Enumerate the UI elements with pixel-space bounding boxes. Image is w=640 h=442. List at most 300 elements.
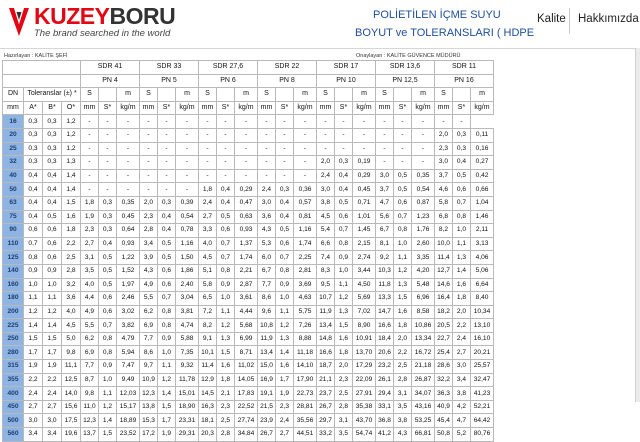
table-cell: 19,1: [258, 387, 276, 401]
table-cell: 1,1: [24, 292, 43, 306]
kgm-unit: kg/m: [294, 101, 317, 115]
table-cell: 8,1: [376, 237, 394, 251]
table-cell: 4,74: [176, 319, 199, 333]
table-cell: 29,31: [176, 428, 199, 442]
table-cell: 5,2: [453, 428, 471, 442]
table-cell: -: [217, 142, 235, 156]
table-cell: 34,84: [235, 428, 258, 442]
table-cell: 0,6: [24, 224, 43, 238]
s-star-header: S*: [158, 101, 176, 115]
m-header: m: [176, 88, 199, 102]
table-cell: 2,7: [43, 400, 62, 414]
table-row: [3, 305, 494, 319]
table-cell: -: [317, 142, 335, 156]
table-cell: 12,5: [62, 373, 81, 387]
table-cell: 20,21: [471, 346, 494, 360]
tolerance-col-header: O*: [62, 101, 81, 115]
table-cell: 2,3: [276, 400, 294, 414]
table-cell: -: [235, 169, 258, 183]
table-cell: 66,81: [412, 428, 435, 442]
table-cell: 0,7: [99, 319, 117, 333]
table-cell: 0,5: [217, 210, 235, 224]
table-cell: -: [453, 115, 471, 129]
s-header: S: [317, 88, 335, 102]
table-cell: 0,93: [235, 224, 258, 238]
table-cell: 0,9: [217, 278, 235, 292]
dn-value: 110: [3, 237, 24, 251]
table-cell: 2,87: [235, 278, 258, 292]
table-cell: 4,2: [453, 400, 471, 414]
table-cell: 15,17: [117, 400, 140, 414]
table-cell: 5,1: [199, 264, 217, 278]
table-cell: 0,54: [176, 210, 199, 224]
table-cell: -: [235, 142, 258, 156]
table-cell: -: [199, 156, 217, 170]
table-cell: 8,3: [317, 264, 335, 278]
table-cell: 1,2: [394, 264, 412, 278]
table-cell: 2,4: [317, 169, 335, 183]
table-cell: 5,88: [176, 332, 199, 346]
table-cell: -: [81, 115, 99, 129]
table-cell: 2,2: [62, 237, 81, 251]
s-header: S: [199, 88, 217, 102]
table-cell: 0,63: [235, 210, 258, 224]
table-cell: 8,71: [235, 346, 258, 360]
s-star-header: S*: [99, 101, 117, 115]
table-cell: 29,4: [376, 387, 394, 401]
table-cell: 3,5: [335, 428, 353, 442]
dn-value: 200: [3, 305, 24, 319]
table-cell: 1,6: [62, 210, 81, 224]
table-cell: 21,5: [258, 400, 276, 414]
table-cell: 64,42: [471, 414, 494, 428]
kuzeyboru-logo-icon: [6, 6, 32, 43]
table-cell: 1,4: [62, 169, 81, 183]
dn-value: 32: [3, 156, 24, 170]
table-cell: 1,5: [43, 332, 62, 346]
table-cell: 4,7: [453, 414, 471, 428]
table-cell: 3,4: [43, 428, 62, 442]
table-cell: 0,81: [294, 210, 317, 224]
sdr-header: SDR 11: [435, 61, 494, 75]
table-cell: 28,81: [294, 400, 317, 414]
table-cell: 0,5: [394, 169, 412, 183]
table-cell: 5,75: [294, 305, 317, 319]
table-cell: 1,1: [394, 251, 412, 265]
s-header: S: [376, 88, 394, 102]
table-cell: 25,4: [435, 346, 453, 360]
table-row: [3, 400, 494, 414]
table-cell: -: [335, 142, 353, 156]
table-cell: 2,74: [353, 251, 376, 265]
table-cell: 3,02: [117, 305, 140, 319]
table-cell: 3,7: [376, 183, 394, 197]
table-cell: 1,4: [43, 319, 62, 333]
table-cell: -: [176, 156, 199, 170]
mm-unit: mm: [199, 101, 217, 115]
table-cell: 3,2: [62, 278, 81, 292]
table-cell: 0,54: [412, 183, 435, 197]
table-row: [3, 142, 494, 156]
table-cell: -: [335, 128, 353, 142]
table-cell: 0,71: [353, 196, 376, 210]
table-cell: 3,44: [353, 264, 376, 278]
table-cell: 0,19: [353, 156, 376, 170]
table-cell: 0,39: [176, 196, 199, 210]
table-cell: 12,3: [81, 414, 99, 428]
table-cell: 13,70: [353, 346, 376, 360]
table-row: [3, 292, 494, 306]
table-cell: 0,9: [158, 332, 176, 346]
table-cell: 1,5: [62, 196, 81, 210]
table-cell: 1,9: [81, 210, 99, 224]
table-cell: -: [99, 115, 117, 129]
table-cell: 3,0: [317, 183, 335, 197]
table-cell: 16,6: [376, 319, 394, 333]
table-cell: 0,11: [471, 128, 494, 142]
table-cell: -: [117, 156, 140, 170]
nav-link-kalite[interactable]: Kalite: [537, 13, 566, 25]
table-cell: 3,9: [140, 251, 158, 265]
table-cell: 5,6: [376, 210, 394, 224]
table-cell: 2,0: [394, 332, 412, 346]
table-cell: 0,4: [158, 224, 176, 238]
table-cell: 0,5: [158, 251, 176, 265]
top-navigation-bar: [0, 0, 640, 49]
table-cell: -: [99, 128, 117, 142]
table-cell: 1,9: [43, 360, 62, 374]
table-row: [3, 196, 494, 210]
table-cell: 1,4: [99, 414, 117, 428]
table-cell: 3,13: [471, 237, 494, 251]
table-cell: -: [376, 142, 394, 156]
table-cell: 5,4: [317, 224, 335, 238]
table-cell: 4,3: [394, 428, 412, 442]
table-cell: 1,76: [412, 224, 435, 238]
table-cell: 1,1: [217, 305, 235, 319]
table-cell: 6,64: [471, 278, 494, 292]
dn-value: 90: [3, 224, 24, 238]
dn-value: 75: [3, 210, 24, 224]
unit-header-row: [3, 101, 494, 115]
table-cell: 2,4: [43, 387, 62, 401]
table-cell: 1,7: [158, 414, 176, 428]
table-cell: 35,56: [294, 414, 317, 428]
table-cell: 1,5: [394, 292, 412, 306]
table-cell: -: [394, 128, 412, 142]
table-cell: -: [217, 156, 235, 170]
empty-header-cell: [394, 88, 412, 102]
s-star-header: S*: [217, 101, 235, 115]
table-cell: 1,6: [217, 360, 235, 374]
dn-value: 560: [3, 428, 24, 442]
table-cell: 22,73: [294, 387, 317, 401]
table-cell: 14,8: [317, 332, 335, 346]
table-cell: 6,8: [435, 210, 453, 224]
table-cell: -: [81, 128, 99, 142]
table-row: [3, 373, 494, 387]
table-cell: -: [99, 169, 117, 183]
table-cell: 2,1: [217, 387, 235, 401]
table-cell: 0,8: [217, 264, 235, 278]
table-cell: 4,63: [294, 292, 317, 306]
table-cell: 15,01: [176, 387, 199, 401]
table-cell: 1,8: [81, 196, 99, 210]
table-cell: 0,4: [276, 196, 294, 210]
pn-header: PN 8: [258, 74, 317, 88]
table-cell: 0,6: [43, 237, 62, 251]
table-cell: 3,69: [294, 278, 317, 292]
table-cell: 2,11: [471, 224, 494, 238]
table-cell: 16,72: [412, 346, 435, 360]
table-cell: 1,86: [176, 264, 199, 278]
table-cell: 1,2: [62, 115, 81, 129]
table-cell: 0,9: [99, 360, 117, 374]
kgm-unit: kg/m: [471, 101, 494, 115]
table-cell: 2,0: [140, 196, 158, 210]
table-cell: 11,4: [199, 360, 217, 374]
table-cell: 0,7: [217, 237, 235, 251]
table-cell: 12,9: [199, 373, 217, 387]
table-cell: 1,0: [217, 292, 235, 306]
table-cell: 8,40: [471, 292, 494, 306]
table-cell: 0,8: [335, 237, 353, 251]
table-cell: -: [258, 128, 276, 142]
table-cell: 4,44: [235, 305, 258, 319]
table-cell: 11,8: [376, 278, 394, 292]
table-cell: 27,91: [353, 387, 376, 401]
table-cell: 2,4: [276, 414, 294, 428]
table-cell: 10,86: [412, 319, 435, 333]
table-cell: 1,50: [176, 251, 199, 265]
table-row: [3, 278, 494, 292]
table-cell: 0,16: [471, 142, 494, 156]
m-header: m: [235, 88, 258, 102]
table-cell: 0,3: [99, 196, 117, 210]
table-cell: 1,8: [62, 224, 81, 238]
table-cell: -: [199, 115, 217, 129]
s-star-header: S*: [276, 101, 294, 115]
table-row: [3, 264, 494, 278]
table-cell: 43,70: [353, 414, 376, 428]
table-cell: 4,6: [435, 183, 453, 197]
kgm-unit: kg/m: [412, 101, 435, 115]
table-cell: 6,0: [258, 251, 276, 265]
table-cell: -: [258, 115, 276, 129]
brand-name[interactable]: KUZEYBORU: [34, 3, 176, 29]
table-cell: 10,1: [199, 346, 217, 360]
table-row: [3, 156, 494, 170]
dn-value: 125: [3, 251, 24, 265]
table-cell: 14,05: [235, 373, 258, 387]
table-cell: 6,7: [376, 224, 394, 238]
table-cell: 1,0: [453, 224, 471, 238]
table-cell: 3,8: [453, 387, 471, 401]
table-cell: 2,40: [176, 278, 199, 292]
table-cell: 6,96: [412, 292, 435, 306]
pn-header: PN 6: [199, 74, 258, 88]
nav-link-hakkimizda[interactable]: Hakkımızda: [578, 13, 639, 25]
table-cell: 15,3: [140, 414, 158, 428]
mm-unit: mm: [435, 101, 453, 115]
table-cell: 2,8: [62, 264, 81, 278]
table-cell: 50,8: [435, 428, 453, 442]
table-cell: 1,3: [62, 156, 81, 170]
table-cell: 10,0: [435, 237, 453, 251]
empty-header-cell: [335, 88, 353, 102]
table-cell: 29,7: [317, 414, 335, 428]
table-cell: 1,2: [62, 128, 81, 142]
table-cell: 0,36: [294, 183, 317, 197]
table-cell: 1,1: [99, 387, 117, 401]
table-cell: 13,4: [317, 319, 335, 333]
table-cell: 0,6: [99, 292, 117, 306]
table-cell: -: [99, 142, 117, 156]
table-cell: -: [176, 183, 199, 197]
table-cell: 0,4: [43, 183, 62, 197]
table-cell: 7,26: [294, 319, 317, 333]
empty-header-cell: [276, 88, 294, 102]
table-cell: 1,5: [158, 400, 176, 414]
table-cell: 23,7: [317, 387, 335, 401]
table-row: [3, 414, 494, 428]
table-cell: 1,74: [294, 237, 317, 251]
table-cell: 5,8: [435, 196, 453, 210]
s-star-header: S*: [335, 101, 353, 115]
column-header-row: [3, 88, 494, 102]
table-cell: 0,27: [471, 156, 494, 170]
table-cell: 16,6: [317, 346, 335, 360]
s-header: S: [258, 88, 276, 102]
table-cell: 3,1: [335, 414, 353, 428]
table-cell: 11,1: [62, 360, 81, 374]
table-cell: 34,07: [412, 387, 435, 401]
table-cell: 0,9: [276, 278, 294, 292]
table-cell: 1,97: [117, 278, 140, 292]
table-cell: 11,9: [317, 305, 335, 319]
table-cell: 44,51: [294, 428, 317, 442]
table-cell: 2,0: [435, 128, 453, 142]
table-cell: 8,58: [412, 305, 435, 319]
table-cell: 0,3: [276, 183, 294, 197]
tolerance-header: Toleranslar (±) *: [24, 88, 81, 102]
vertical-scrollbar[interactable]: [635, 48, 640, 402]
table-cell: 1,01: [353, 210, 376, 224]
pn-header: PN 12,5: [376, 74, 435, 88]
kgm-unit: kg/m: [176, 101, 199, 115]
table-cell: -: [235, 156, 258, 170]
table-cell: 1,6: [276, 360, 294, 374]
pn-header: PN 5: [140, 74, 199, 88]
table-cell: 11,02: [235, 360, 258, 374]
table-row: [3, 237, 494, 251]
table-cell: -: [158, 142, 176, 156]
table-cell: 0,45: [353, 183, 376, 197]
table-cell: 9,32: [176, 360, 199, 374]
table-cell: 17,83: [235, 387, 258, 401]
table-cell: 7,47: [117, 360, 140, 374]
table-cell: 4,5: [317, 210, 335, 224]
s-star-header: S*: [394, 101, 412, 115]
table-cell: 2,46: [117, 292, 140, 306]
table-cell: 2,60: [412, 237, 435, 251]
table-cell: 0,3: [99, 224, 117, 238]
table-cell: 1,4: [62, 183, 81, 197]
table-row: [3, 387, 494, 401]
table-cell: 0,64: [117, 224, 140, 238]
table-cell: 5,3: [258, 237, 276, 251]
table-row: [3, 169, 494, 183]
table-cell: 0,7: [217, 251, 235, 265]
table-cell: 0,7: [158, 292, 176, 306]
table-cell: 3,61: [235, 292, 258, 306]
table-cell: 8,2: [435, 224, 453, 238]
pn-header: PN 10: [317, 74, 376, 88]
table-cell: 0,5: [158, 237, 176, 251]
table-cell: 0,29: [353, 169, 376, 183]
table-cell: 22,52: [235, 400, 258, 414]
table-cell: 5,5: [81, 319, 99, 333]
table-cell: 0,3: [43, 128, 62, 142]
table-cell: -: [99, 183, 117, 197]
sdr-header: SDR 17: [317, 61, 376, 75]
nav-separator: [569, 8, 570, 34]
table-cell: 19,6: [62, 428, 81, 442]
table-cell: 0,4: [217, 196, 235, 210]
table-cell: 1,45: [353, 224, 376, 238]
table-cell: 2,25: [294, 251, 317, 265]
table-cell: 1,0: [99, 373, 117, 387]
table-cell: 9,8: [81, 387, 99, 401]
table-cell: 18,1: [199, 414, 217, 428]
table-cell: 0,5: [394, 183, 412, 197]
table-cell: 1,23: [412, 210, 435, 224]
dn-value: 40: [3, 169, 24, 183]
table-cell: 3,6: [258, 210, 276, 224]
table-cell: 33,1: [376, 400, 394, 414]
table-cell: 3,0: [43, 414, 62, 428]
table-cell: 4,06: [471, 251, 494, 265]
table-cell: 2,5: [62, 251, 81, 265]
table-cell: 1,6: [394, 305, 412, 319]
table-cell: 18,89: [117, 414, 140, 428]
table-cell: 1,1: [43, 292, 62, 306]
table-cell: 45,4: [435, 414, 453, 428]
table-cell: 1,4: [158, 387, 176, 401]
table-cell: 3,5: [81, 264, 99, 278]
table-cell: 2,4: [258, 183, 276, 197]
table-cell: 21,18: [412, 360, 435, 374]
table-cell: 2,5: [394, 360, 412, 374]
table-cell: -: [412, 115, 435, 129]
table-cell: 4,5: [62, 319, 81, 333]
table-cell: 4,5: [199, 251, 217, 265]
table-cell: 1,2: [276, 319, 294, 333]
sdr-header: SDR 22: [258, 61, 317, 75]
table-cell: 17,29: [353, 360, 376, 374]
table-cell: 1,2: [62, 142, 81, 156]
table-cell: 1,9: [24, 360, 43, 374]
table-cell: 36,8: [376, 414, 394, 428]
table-row: [3, 332, 494, 346]
table-cell: 1,3: [335, 305, 353, 319]
table-cell: 1,46: [471, 210, 494, 224]
table-cell: 0,4: [217, 183, 235, 197]
table-cell: 1,0: [24, 278, 43, 292]
table-cell: 0,7: [335, 224, 353, 238]
table-cell: 3,6: [62, 292, 81, 306]
table-cell: 1,5: [99, 428, 117, 442]
